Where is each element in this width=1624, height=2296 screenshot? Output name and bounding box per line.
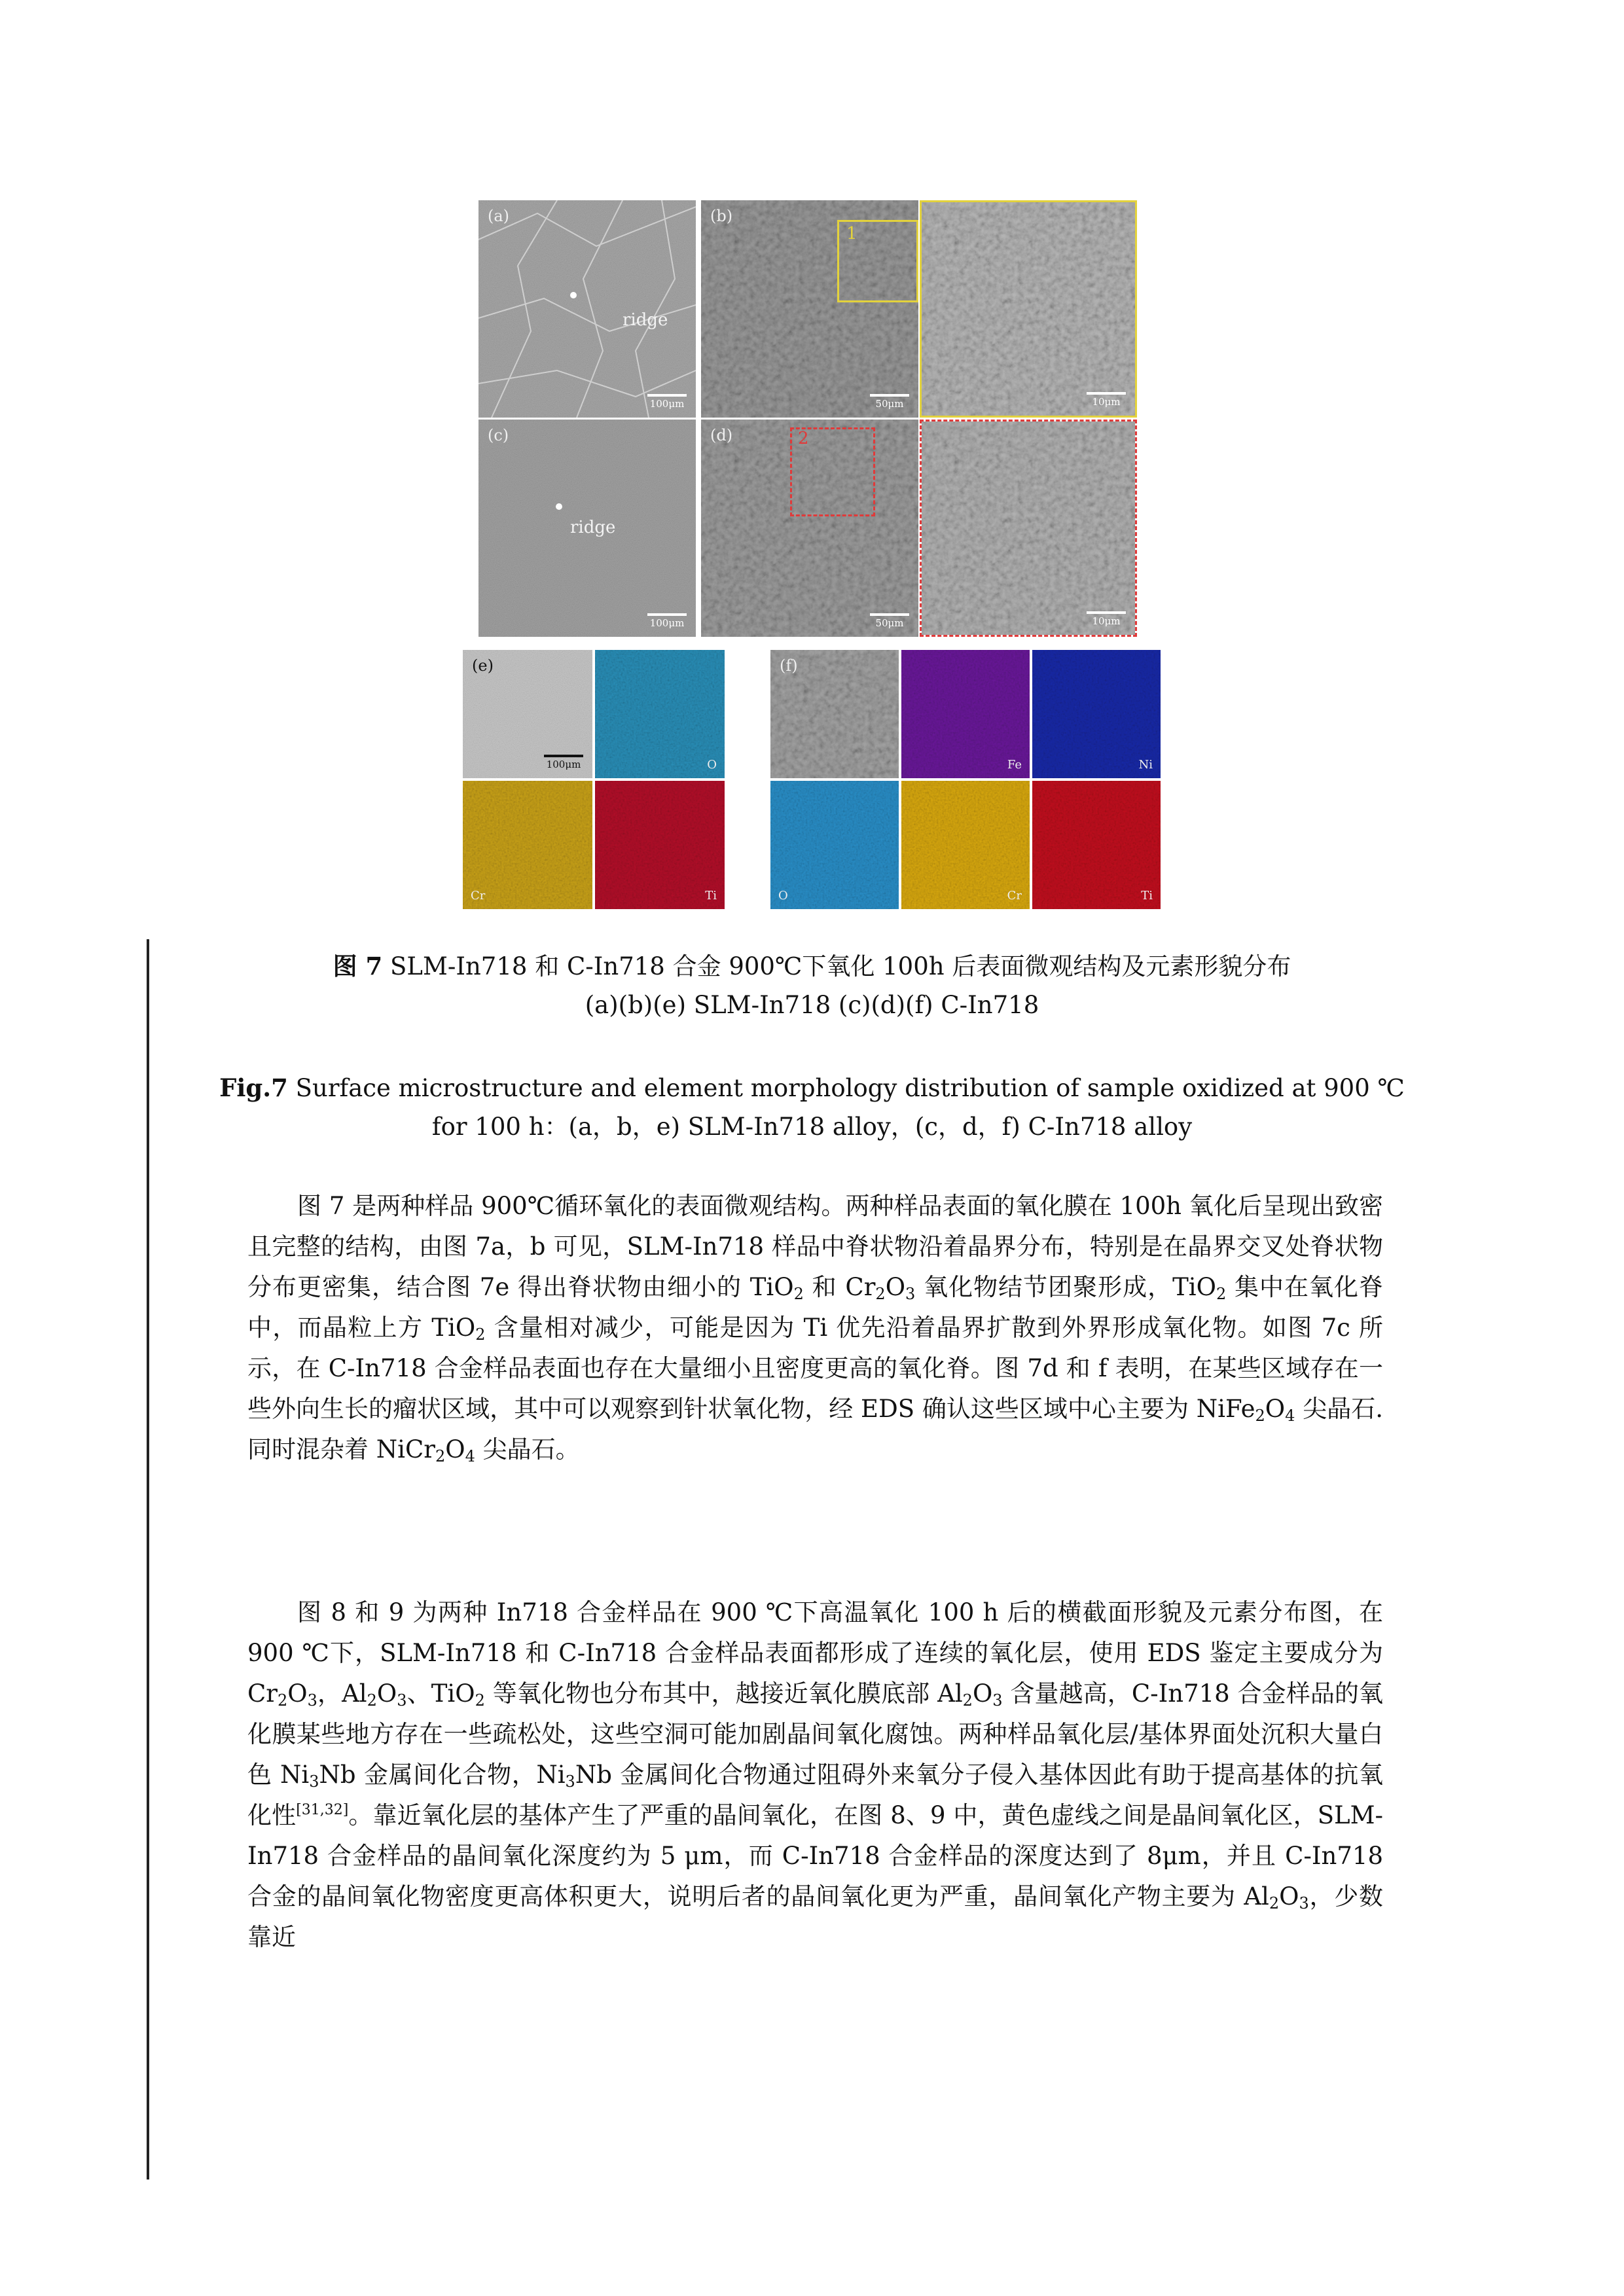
sem-image-b-zoom <box>922 202 1135 416</box>
scale-bar-d-zoom <box>1087 611 1126 627</box>
caption-cn-text: SLM-In718 和 C-In718 合金 900℃下氧化 100h 后表面微观结构及元素形貌分布 <box>382 952 1291 980</box>
ridge-arrow-a <box>570 292 577 298</box>
panel-label-c: (c) <box>488 426 509 444</box>
sem-panel-d <box>701 420 918 637</box>
element-label-f-Ti: Ti <box>1141 889 1153 903</box>
caption-en-text: Surface microstructure and element morphology distribution of sample oxidized at 900 ℃ <box>287 1074 1405 1102</box>
sem-panel-a <box>478 200 696 418</box>
eds-map-f-Cr <box>901 781 1030 909</box>
paragraph-1: 图 7 是两种样品 900℃循环氧化的表面微观结构。两种样品表面的氧化膜在 100h 氧化后呈现出致密且完整的结构，由图 7a，b 可见，SLM-In718 样品中脊状物沿着晶界分布，特别是在晶界交叉处脊状物分布更密集，结合图 7e 得出脊状物由细小的 TiO$_2$ 和 $Cr_2O_3$ 氧化物结节团聚形成，TiO$_2$ 集中在氧化脊中，而晶粒上方 TiO$_2$ 含量相对减少，可能是因为 Ti 优先沿着晶界扩散到外界形成氧化物。如图 7c 所示，在 C-In718 合金样品表面也存在大量细小且密度更高的氧化脊。图 7d 和 f 表明，在某些区域存在一些外向生长的瘤状区域，其中可以观察到针状氧化物，经 EDS 确认这些区域中心主要为 $NiFe_2O_4$ 尖晶石.同时混杂着 $NiCr_2O_4$ 尖晶石。 <box>247 1192 1383 1465</box>
eds-map-f-Fe <box>901 650 1030 778</box>
scale-label-d: 50μm <box>875 617 904 629</box>
eds-map-f-Ti <box>1032 781 1161 909</box>
scale-label-a: 100μm <box>649 398 685 410</box>
ridge-annotation-a: ridge <box>623 310 668 330</box>
sem-panel-c <box>478 420 696 637</box>
scale-bar-e <box>544 755 583 770</box>
sem-panel-d-zoom <box>920 420 1137 637</box>
panel-label-b: (b) <box>710 207 733 225</box>
scale-label-e: 100μm <box>546 759 581 770</box>
eds-map-e-O <box>595 650 725 778</box>
element-label-f-O: O <box>778 889 788 903</box>
panel-label-e: (e) <box>472 656 494 675</box>
caption-en-line2: for 100 h：(a，b，e) SLM-In718 alloy，(c，d，f) C-In718 alloy <box>431 1113 1193 1141</box>
scale-bar-d <box>870 613 909 629</box>
scale-bar-c <box>647 613 687 629</box>
zoom-box-label-2: 2 <box>798 429 809 448</box>
sem-panel-b <box>701 200 918 418</box>
element-label-e-Ti: Ti <box>705 889 717 903</box>
sem-panel-b-zoom <box>920 200 1137 418</box>
panel-label-a: (a) <box>488 207 510 225</box>
element-label-e-O: O <box>707 758 717 772</box>
caption-en-label: Fig.7 <box>219 1073 288 1102</box>
ridge-arrow-c <box>556 503 562 510</box>
zoom-box-label-1: 1 <box>846 224 857 243</box>
element-label-e-Cr: Cr <box>471 889 486 903</box>
eds-image-e-O <box>595 650 725 778</box>
sem-image-d-zoom <box>922 422 1135 635</box>
eds-map-f-O <box>770 781 899 909</box>
ridge-annotation-c: ridge <box>570 518 616 537</box>
scale-bar-a <box>647 394 687 410</box>
eds-map-e-Cr <box>463 781 592 909</box>
eds-image-f-O <box>770 781 899 909</box>
element-label-f-Ni: Ni <box>1138 758 1153 772</box>
scale-label-d-zoom: 10μm <box>1092 615 1121 627</box>
scale-label-b: 50μm <box>875 398 904 410</box>
scale-label-c: 100μm <box>649 617 685 629</box>
eds-map-f-Ni <box>1032 650 1161 778</box>
eds-map-e-Ti <box>595 781 725 909</box>
paragraph-2: 图 8 和 9 为两种 In718 合金样品在 900 ℃下高温氧化 100 h 后的横截面形貌及元素分布图，在 900 ℃下，SLM-In718 和 C-In718 合金样品表面都形成了连续的氧化层，使用 EDS 鉴定主要成分为 $Cr_2O_3$，$Al_2O_3$、TiO$_2$ 等氧化物也分布其中，越接近氧化膜底部 $Al_2O_3$ 含量越高，C-In718 合金样品的氧化膜某些地方存在一些疏松处，这些空洞可能加剧晶间氧化腐蚀。两种样品氧化层/基体界面处沉积大量白色 $Ni_3Nb$ 金属间化合物，$Ni_3Nb$ 金属间化合物通过阻碍外来氧分子侵入基体因此有助于提高基体的抗氧化性[31,32]。靠近氧化层的基体产生了严重的晶间氧化，在图 8、9 中，黄色虚线之间是晶间氧化区，SLM-In718 合金样品的晶间氧化深度约为 5 μm，而 C-In718 合金样品的深度达到了 8μm，并且 C-In718 合金的晶间氧化物密度更高体积更大，说明后者的晶间氧化更为严重，晶间氧化产物主要为 $Al_2O_3$，少数靠近 <box>247 1598 1384 1951</box>
eds-panel-f-sem <box>770 650 899 778</box>
caption-cn-label: 图 7 <box>333 952 383 980</box>
scale-label-b-zoom: 10μm <box>1092 396 1121 408</box>
caption-cn-line2: (a)(b)(e) SLM-In718 (c)(d)(f) C-In718 <box>585 991 1039 1019</box>
panel-label-d: (d) <box>710 426 733 444</box>
panel-label-f: (f) <box>780 656 798 675</box>
eds-panel-e-sem <box>463 650 592 778</box>
element-label-f-Fe: Fe <box>1007 758 1022 772</box>
caption-en-line1 <box>0 1072 1624 1104</box>
element-label-f-Cr: Cr <box>1007 889 1022 903</box>
caption-cn-line1 <box>0 950 1624 982</box>
scale-bar-b <box>870 394 909 410</box>
scale-bar-b-zoom <box>1087 392 1126 408</box>
margin-change-bar <box>147 939 149 2179</box>
sem-image-a <box>478 200 696 418</box>
